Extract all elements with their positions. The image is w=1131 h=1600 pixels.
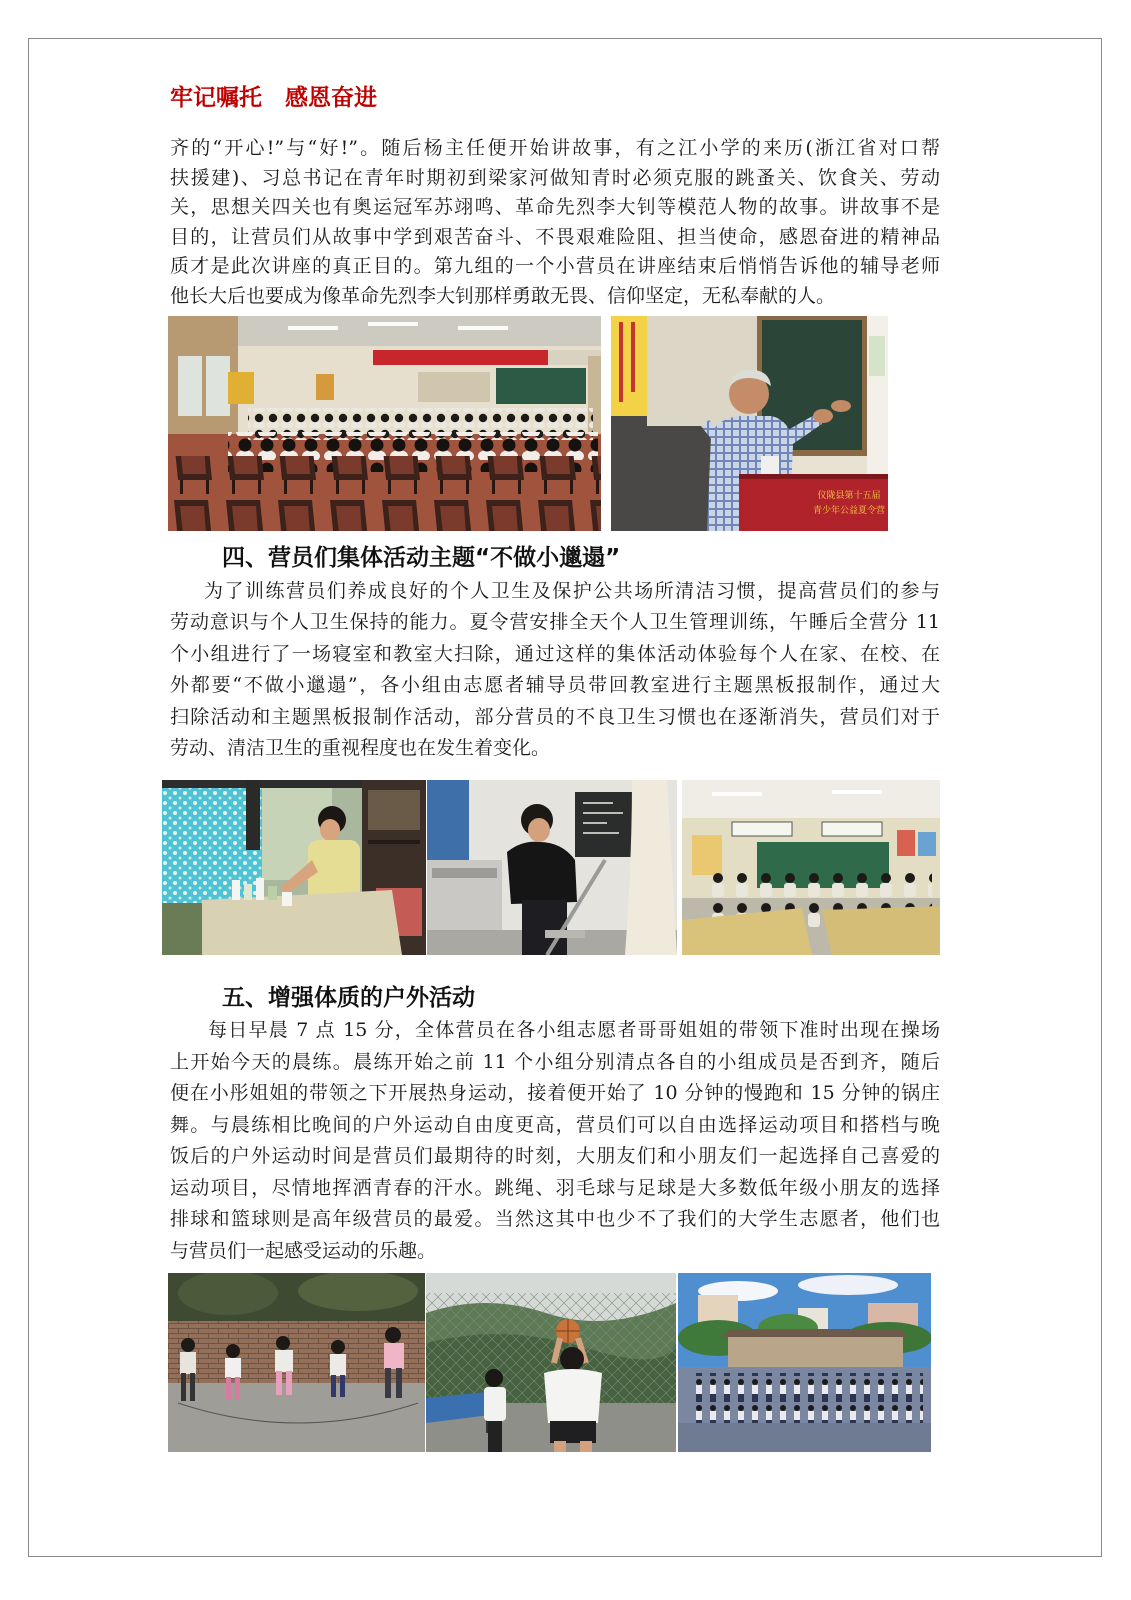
playground-photo xyxy=(678,1273,931,1452)
podium-text-line: 仪陇县第十五届 xyxy=(817,491,881,501)
classroom-blackboard-photo xyxy=(682,780,940,955)
basketball-photo xyxy=(426,1273,676,1452)
lecture-hall-photo xyxy=(168,316,601,531)
dorm-cleaning-photo xyxy=(162,780,426,955)
paragraph-line: 舞。与晨练相比晚间的户外运动自由度更高，营员们可以自由选择运动项目和搭档与晚 xyxy=(170,1113,940,1136)
paragraph-line: 外都要“不做小邋遢”，各小组由志愿者辅导员带回教室进行主题黑板报制作，通过大 xyxy=(170,674,940,697)
paragraph-line: 运动项目，尽情地挥洒青春的汗水。跳绳、羽毛球与足球是大多数低年级小朋友的选择 xyxy=(170,1176,940,1199)
paragraph-line: 关，思想关四关也有奥运冠军苏翊鸣、革命先烈李大钊等模范人物的故事。讲故事不是 xyxy=(170,196,940,219)
mopping-photo xyxy=(427,780,677,955)
paragraph-line: 个小组进行了一场寝室和教室大扫除，通过这样的集体活动体验每个人在家、在校、在 xyxy=(170,642,940,665)
paragraph-line: 排球和篮球则是高年级营员的最爱。当然这其中也少不了我们的大学生志愿者，他们也 xyxy=(170,1208,940,1231)
podium-text-line: 青少年公益夏令营 xyxy=(812,506,886,516)
paragraph-line: 齐的“开心!”与“好!”。随后杨主任便开始讲故事，有之江小学的来历(浙江省对口帮 xyxy=(170,137,940,159)
paragraph-line: 上开始今天的晨练。晨练开始之前 11 个小组分别清点各自的小组成员是否到齐，随后 xyxy=(170,1050,940,1073)
paragraph-line: 劳动意识与个人卫生保持的能力。夏令营安排全天个人卫生管理训练，午睡后全营分 11 xyxy=(170,611,940,634)
section-heading: 四、营员们集体活动主题“不做小邋遢” xyxy=(222,545,621,571)
jump-rope-photo xyxy=(168,1273,425,1452)
paragraph-line: 为了训练营员们养成良好的个人卫生及保护公共场所清洁习惯，提高营员们的参与 xyxy=(204,580,940,602)
paragraph-line: 扶援建)、习总书记在青年时期初到梁家河做知青时必须克服的跳蚤关、饮食关、劳动 xyxy=(170,166,940,189)
paragraph-line: 他长大后也要成为像革命先烈李大钊那样勇敢无畏、信仰坚定，无私奉献的人。 xyxy=(170,285,836,307)
speaker-photo xyxy=(611,316,888,531)
paragraph-line: 劳动、清洁卫生的重视程度也在发生着变化。 xyxy=(170,737,551,759)
page-header-title: 牢记嘱托 感恩奋进 xyxy=(170,85,377,111)
paragraph-line: 扫除活动和主题黑板报制作活动，部分营员的不良卫生习惯也在逐渐消失，营员们对于 xyxy=(170,705,940,728)
paragraph-line: 便在小彤姐姐的带领之下开展热身运动，接着便开始了 10 分钟的慢跑和 15 分钟的锅庄 xyxy=(170,1082,940,1105)
paragraph-line: 每日早晨 7 点 15 分，全体营员在各小组志愿者哥哥姐姐的带领下准时出现在操场 xyxy=(208,1019,940,1041)
paragraph-line: 与营员们一起感受运动的乐趣。 xyxy=(170,1240,437,1262)
section-heading: 五、增强体质的户外活动 xyxy=(222,985,475,1011)
paragraph-line: 饭后的户外运动时间是营员们最期待的时刻，大朋友们和小朋友们一起选择自己喜爱的 xyxy=(170,1145,940,1168)
paragraph-line: 目的，让营员们从故事中学到艰苦奋斗、不畏艰难险阻、担当使命，感恩奋进的精神品 xyxy=(170,225,940,248)
paragraph-line: 质才是此次讲座的真正目的。第九组的一个小营员在讲座结束后悄悄告诉他的辅导老师 xyxy=(170,255,940,278)
